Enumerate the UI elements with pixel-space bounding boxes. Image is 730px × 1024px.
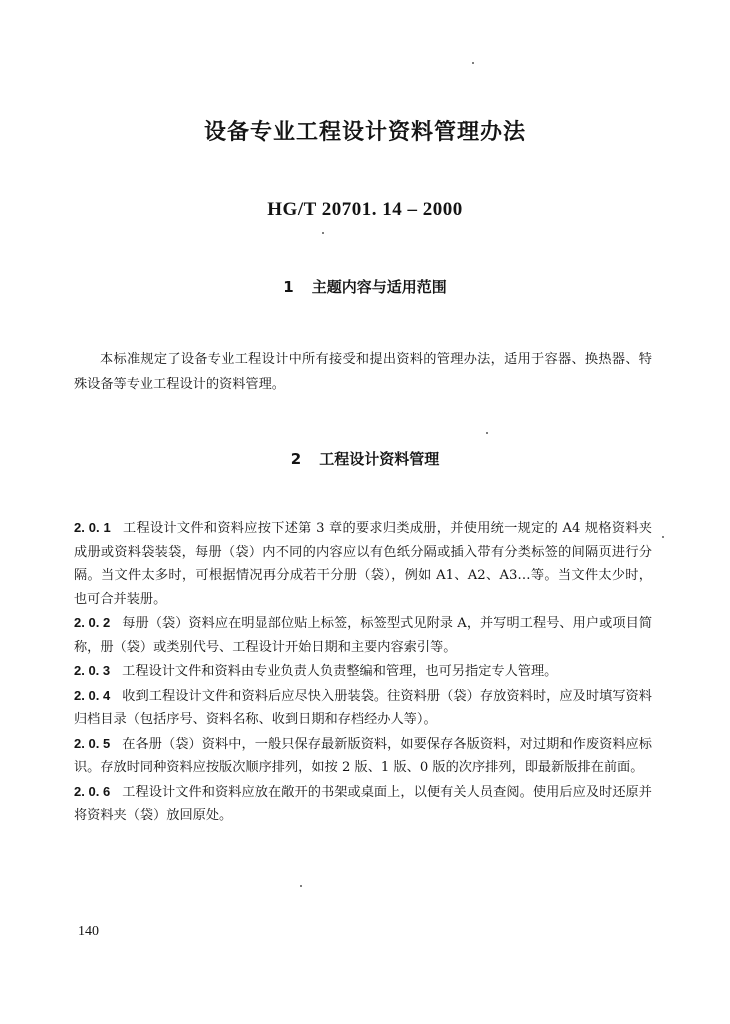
clause-text: 每册（袋）资料应在明显部位贴上标签，标签型式见附录 A，并写明工程号、用户或项目简称，册（袋）或类别代号、工程设计开始日期和主要内容索引等。 xyxy=(74,616,653,655)
clause-number: 2. 0. 3 xyxy=(74,663,111,678)
clause-number: 2. 0. 4 xyxy=(74,687,111,703)
page-number: 140 xyxy=(78,924,99,939)
scan-speck xyxy=(662,536,664,538)
clause-item xyxy=(74,684,652,732)
section-heading-2 xyxy=(0,448,730,469)
section-title: 工程设计资料管理 xyxy=(319,450,440,468)
scan-speck xyxy=(472,62,474,64)
page-title: 设备专业工程设计资料管理办法 xyxy=(203,120,526,145)
clause-text: 工程设计文件和资料由专业负责人负责整编和管理，也可另指定专人管理。 xyxy=(122,664,558,679)
clause-item xyxy=(74,780,652,828)
clause-number: 2. 0. 6 xyxy=(74,783,111,799)
clause-number: 2. 0. 5 xyxy=(74,735,111,751)
clause-number: 2. 0. 1 xyxy=(74,520,111,535)
clause-number: 2. 0. 2 xyxy=(74,615,111,630)
clause-item xyxy=(74,611,652,659)
section-title: 主题内容与适用范围 xyxy=(311,278,447,296)
section-number: 1 xyxy=(283,278,294,296)
clause-item xyxy=(74,659,652,684)
clause-item xyxy=(74,516,652,611)
clause-item xyxy=(74,732,652,780)
section-heading-1 xyxy=(0,276,730,297)
scan-speck xyxy=(486,432,488,434)
intro-paragraph: 本标准规定了设备专业工程设计中所有接受和提出资料的管理办法，适用于容器、换热器、特殊设备等专业工程设计的资料管理。 xyxy=(74,352,652,392)
section-number: 2 xyxy=(290,450,302,468)
clause-text: 在各册（袋）资料中，一般只保存最新版资料，如要保存各版资料，对过期和作废资料应标识。存放时同种资料应按版次顺序排列，如按 2 版、1 版、0 版的次序排列，即最新版排在前面。 xyxy=(74,736,652,775)
clause-list xyxy=(74,516,652,828)
standard-number: HG/T 20701. 14 – 2000 xyxy=(267,199,463,220)
clause-text: 收到工程设计文件和资料后应尽快入册装袋。往资料册（袋）存放资料时，应及时填写资料归档目录（包括序号、资料名称、收到日期和存档经办人等）。 xyxy=(74,688,652,727)
clause-text: 工程设计文件和资料应放在敞开的书架或桌面上，以便有关人员查阅。使用后应及时还原并将资料夹（袋）放回原处。 xyxy=(74,784,652,823)
scan-speck xyxy=(322,232,324,234)
scan-speck xyxy=(300,885,302,887)
clause-text: 工程设计文件和资料应按下述第 3 章的要求归类成册，并使用统一规定的 A4 规格资料夹成册或资料袋装袋，每册（袋）内不同的内容应以有色纸分隔或插入带有分类标签的间隔页进行分隔。当文件太多时，可根据情况再分成若干分册（袋），例如 A1、A2、A3…等。当文件太少时，也可合并装册。 xyxy=(74,521,652,607)
